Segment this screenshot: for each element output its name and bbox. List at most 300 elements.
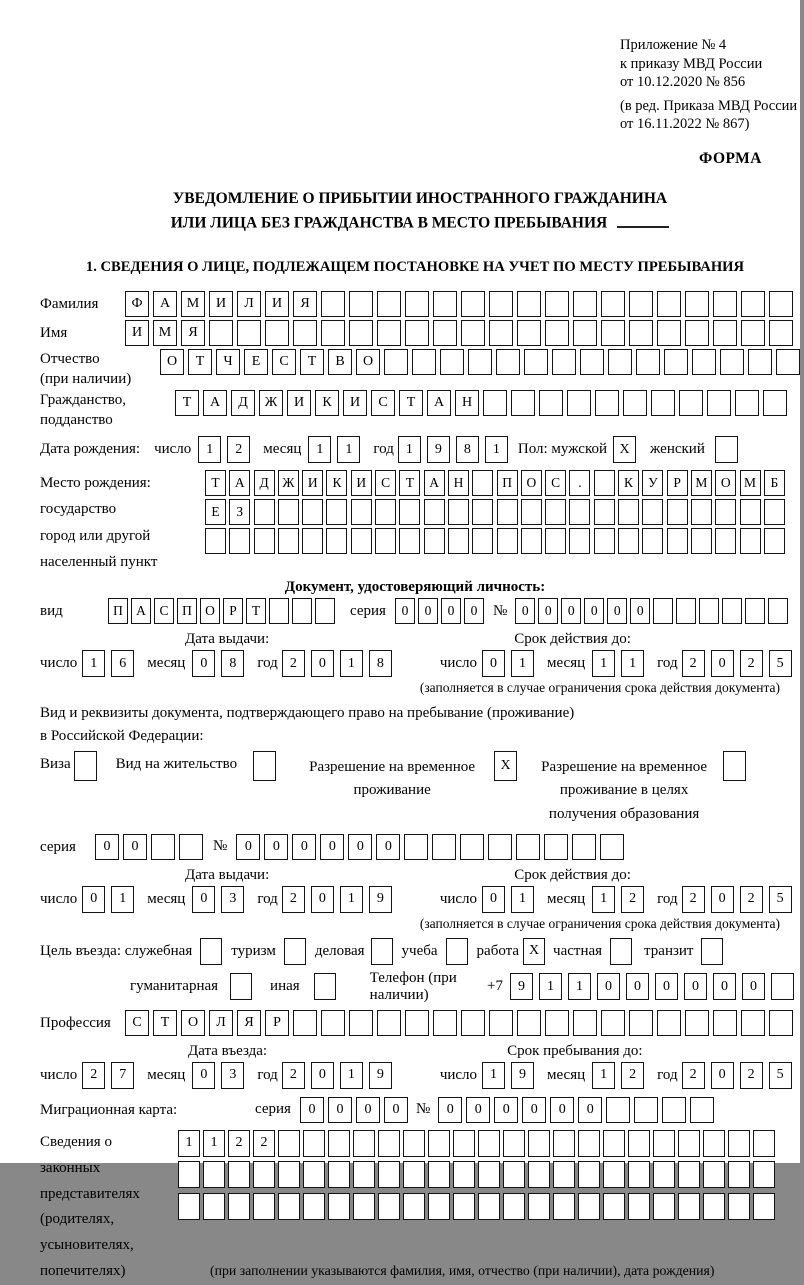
char-cell[interactable]	[692, 349, 716, 375]
char-cell-filled[interactable]: 2	[621, 1062, 644, 1089]
char-cell[interactable]	[728, 1130, 750, 1157]
char-cell[interactable]	[446, 938, 468, 965]
char-cell-filled[interactable]: 2	[227, 436, 250, 463]
sex-male-checkbox[interactable]	[613, 436, 642, 463]
char-cell-filled[interactable]: Б	[764, 470, 785, 496]
char-cell-filled[interactable]: 0	[376, 834, 400, 860]
char-cell[interactable]	[328, 1130, 350, 1157]
char-cell-filled[interactable]: Н	[455, 390, 479, 416]
char-cell[interactable]	[573, 1010, 597, 1036]
char-cell[interactable]	[405, 320, 429, 346]
char-cell-filled[interactable]: Т	[399, 470, 420, 496]
char-cell-filled[interactable]: 0	[522, 1097, 546, 1123]
stay-series-input[interactable]	[95, 834, 207, 860]
char-cell[interactable]	[776, 349, 800, 375]
purpose-study-checkbox[interactable]	[446, 938, 472, 965]
char-cell[interactable]	[488, 834, 512, 860]
char-cell[interactable]	[517, 1010, 541, 1036]
stay-valid-day-input[interactable]	[482, 886, 540, 913]
char-cell-filled[interactable]: 2	[621, 886, 644, 913]
stay-issue-month-input[interactable]	[192, 886, 250, 913]
char-cell-filled[interactable]: 1	[203, 1130, 225, 1157]
char-cell[interactable]	[753, 1193, 775, 1220]
char-cell[interactable]	[748, 349, 772, 375]
char-cell[interactable]	[690, 1097, 714, 1123]
char-cell-filled[interactable]: Н	[448, 470, 469, 496]
char-cell[interactable]	[594, 528, 615, 554]
char-cell-filled[interactable]: Т	[175, 390, 199, 416]
char-cell[interactable]	[528, 1130, 550, 1157]
profession-input[interactable]	[125, 1010, 797, 1036]
char-cell[interactable]	[483, 390, 507, 416]
char-cell-filled[interactable]: 1	[511, 650, 534, 677]
char-cell[interactable]	[428, 1161, 450, 1188]
char-cell[interactable]	[545, 320, 569, 346]
char-cell-filled[interactable]: 0	[578, 1097, 602, 1123]
until-day-input[interactable]	[482, 1062, 540, 1089]
char-cell[interactable]	[503, 1130, 525, 1157]
char-cell[interactable]	[594, 470, 615, 496]
purpose-transit-checkbox[interactable]	[701, 938, 727, 965]
char-cell-filled[interactable]: 0	[464, 598, 484, 624]
char-cell[interactable]	[685, 320, 709, 346]
char-cell[interactable]	[315, 598, 335, 624]
char-cell[interactable]	[203, 1193, 225, 1220]
char-cell[interactable]	[572, 834, 596, 860]
char-cell[interactable]	[321, 320, 345, 346]
char-cell[interactable]	[701, 938, 723, 965]
char-cell[interactable]	[178, 1193, 200, 1220]
char-cell-filled[interactable]: 0	[292, 834, 316, 860]
char-cell[interactable]	[516, 834, 540, 860]
char-cell[interactable]	[371, 938, 393, 965]
char-cell-filled[interactable]: 2	[82, 1062, 105, 1089]
char-cell-filled[interactable]: 0	[348, 834, 372, 860]
char-cell-filled[interactable]: 2	[282, 650, 305, 677]
char-cell[interactable]	[691, 528, 712, 554]
char-cell-filled[interactable]: 1	[592, 1062, 615, 1089]
char-cell-filled[interactable]: 0	[742, 973, 765, 1000]
char-cell-filled[interactable]: 0	[320, 834, 344, 860]
char-cell[interactable]	[769, 291, 793, 317]
char-cell[interactable]	[478, 1130, 500, 1157]
char-cell[interactable]	[703, 1193, 725, 1220]
char-cell-filled[interactable]: 0	[192, 886, 215, 913]
char-cell[interactable]	[428, 1130, 450, 1157]
char-cell-filled[interactable]: 0	[711, 650, 734, 677]
doc-issue-year-input[interactable]	[282, 650, 398, 677]
char-cell[interactable]	[763, 390, 787, 416]
char-cell[interactable]	[653, 1130, 675, 1157]
char-cell[interactable]	[384, 349, 408, 375]
char-cell[interactable]	[664, 349, 688, 375]
char-cell[interactable]	[715, 499, 736, 525]
char-cell[interactable]	[377, 1010, 401, 1036]
char-cell[interactable]	[569, 528, 590, 554]
char-cell[interactable]	[292, 598, 312, 624]
char-cell[interactable]	[623, 390, 647, 416]
char-cell-filled[interactable]: 0	[418, 598, 438, 624]
char-cell-filled[interactable]: 2	[282, 1062, 305, 1089]
char-cell-filled[interactable]: 8	[456, 436, 479, 463]
birth-year-input[interactable]	[398, 436, 514, 463]
char-cell[interactable]	[517, 320, 541, 346]
char-cell[interactable]	[629, 320, 653, 346]
char-cell[interactable]	[237, 320, 261, 346]
char-cell[interactable]	[424, 499, 445, 525]
char-cell-filled[interactable]: Р	[667, 470, 688, 496]
doc-valid-year-input[interactable]	[682, 650, 798, 677]
char-cell-filled[interactable]: 9	[511, 1062, 534, 1089]
char-cell[interactable]	[314, 973, 336, 1000]
char-cell-filled[interactable]: С	[371, 390, 395, 416]
char-cell[interactable]	[453, 1193, 475, 1220]
char-cell-filled[interactable]: В	[328, 349, 352, 375]
char-cell-filled[interactable]: 1	[398, 436, 421, 463]
char-cell-filled[interactable]: 2	[682, 650, 705, 677]
char-cell[interactable]	[349, 1010, 373, 1036]
char-cell[interactable]	[595, 390, 619, 416]
char-cell-filled[interactable]: 2	[682, 1062, 705, 1089]
char-cell-filled[interactable]: Т	[188, 349, 212, 375]
char-cell[interactable]	[511, 390, 535, 416]
char-cell[interactable]	[412, 349, 436, 375]
mig-number-input[interactable]	[438, 1097, 718, 1123]
char-cell[interactable]	[685, 1010, 709, 1036]
char-cell-filled[interactable]: Е	[244, 349, 268, 375]
char-cell[interactable]	[349, 291, 373, 317]
char-cell-filled[interactable]: 1	[340, 886, 363, 913]
char-cell[interactable]	[428, 1193, 450, 1220]
char-cell-filled[interactable]: 2	[740, 886, 763, 913]
char-cell-filled[interactable]: П	[497, 470, 518, 496]
char-cell[interactable]	[461, 291, 485, 317]
char-cell[interactable]	[517, 291, 541, 317]
char-cell-filled[interactable]: Л	[209, 1010, 233, 1036]
char-cell-filled[interactable]: 5	[769, 1062, 792, 1089]
char-cell-filled[interactable]: 0	[264, 834, 288, 860]
char-cell-filled[interactable]: И	[209, 291, 233, 317]
char-cell[interactable]	[580, 349, 604, 375]
patronymic-input[interactable]	[160, 349, 804, 375]
char-cell[interactable]	[378, 1193, 400, 1220]
char-cell[interactable]	[377, 291, 401, 317]
char-cell-filled[interactable]: Т	[153, 1010, 177, 1036]
char-cell[interactable]	[278, 499, 299, 525]
char-cell[interactable]	[265, 320, 289, 346]
char-cell[interactable]	[545, 1010, 569, 1036]
rvp-education-checkbox[interactable]	[723, 751, 750, 781]
char-cell[interactable]	[478, 1161, 500, 1188]
char-cell[interactable]	[399, 528, 420, 554]
char-cell-filled[interactable]: О	[715, 470, 736, 496]
char-cell[interactable]	[489, 291, 513, 317]
purpose-private-checkbox[interactable]	[610, 938, 636, 965]
char-cell[interactable]	[489, 320, 513, 346]
char-cell[interactable]	[440, 349, 464, 375]
char-cell[interactable]	[608, 349, 632, 375]
char-cell-filled[interactable]: 0	[311, 1062, 334, 1089]
char-cell-filled[interactable]: 0	[384, 1097, 408, 1123]
char-cell[interactable]	[685, 291, 709, 317]
char-cell-filled[interactable]: П	[177, 598, 197, 624]
citizenship-input[interactable]	[175, 390, 791, 416]
char-cell[interactable]	[254, 528, 275, 554]
char-cell-filled[interactable]: X	[494, 751, 517, 781]
birth-month-input[interactable]	[308, 436, 366, 463]
char-cell-filled[interactable]: 0	[597, 973, 620, 1000]
char-cell[interactable]	[460, 834, 484, 860]
char-cell[interactable]	[667, 528, 688, 554]
char-cell-filled[interactable]: 0	[711, 886, 734, 913]
char-cell[interactable]	[468, 349, 492, 375]
char-cell[interactable]	[703, 1161, 725, 1188]
char-cell-filled[interactable]: Д	[254, 470, 275, 496]
char-cell[interactable]	[722, 598, 742, 624]
char-cell-filled[interactable]: Ф	[125, 291, 149, 317]
doc-valid-month-input[interactable]	[592, 650, 650, 677]
char-cell[interactable]	[353, 1193, 375, 1220]
char-cell[interactable]	[618, 528, 639, 554]
char-cell-filled[interactable]: 2	[740, 650, 763, 677]
purpose-humanitarian-checkbox[interactable]	[230, 973, 256, 1000]
doc-issue-month-input[interactable]	[192, 650, 250, 677]
char-cell[interactable]	[351, 528, 372, 554]
visa-checkbox[interactable]	[74, 751, 101, 781]
char-cell-filled[interactable]: 2	[282, 886, 305, 913]
char-cell[interactable]	[378, 1161, 400, 1188]
char-cell-filled[interactable]: 8	[369, 650, 392, 677]
birthplace-row1-input[interactable]	[205, 470, 788, 496]
char-cell-filled[interactable]: 0	[236, 834, 260, 860]
char-cell-filled[interactable]: С	[125, 1010, 149, 1036]
char-cell-filled[interactable]: 1	[592, 650, 615, 677]
char-cell-filled[interactable]: С	[545, 470, 566, 496]
char-cell[interactable]	[740, 499, 761, 525]
char-cell[interactable]	[676, 598, 696, 624]
stay-issue-day-input[interactable]	[82, 886, 140, 913]
char-cell[interactable]	[657, 1010, 681, 1036]
char-cell-filled[interactable]: 0	[192, 650, 215, 677]
char-cell-filled[interactable]: Ч	[216, 349, 240, 375]
char-cell[interactable]	[489, 1010, 513, 1036]
char-cell[interactable]	[653, 598, 673, 624]
purpose-business-checkbox[interactable]	[371, 938, 397, 965]
char-cell[interactable]	[200, 938, 222, 965]
char-cell[interactable]	[713, 1010, 737, 1036]
char-cell[interactable]	[503, 1161, 525, 1188]
surname-input[interactable]	[125, 291, 797, 317]
char-cell-filled[interactable]: О	[160, 349, 184, 375]
char-cell-filled[interactable]: Р	[265, 1010, 289, 1036]
char-cell-filled[interactable]: К	[326, 470, 347, 496]
char-cell[interactable]	[351, 499, 372, 525]
char-cell-filled[interactable]: 1	[568, 973, 591, 1000]
char-cell-filled[interactable]: Я	[293, 291, 317, 317]
char-cell[interactable]	[278, 1161, 300, 1188]
char-cell[interactable]	[293, 1010, 317, 1036]
char-cell-filled[interactable]: И	[302, 470, 323, 496]
char-cell[interactable]	[573, 291, 597, 317]
char-cell[interactable]	[678, 1130, 700, 1157]
char-cell[interactable]	[603, 1193, 625, 1220]
char-cell[interactable]	[404, 834, 428, 860]
char-cell[interactable]	[764, 499, 785, 525]
birthplace-row3-input[interactable]	[205, 528, 788, 554]
char-cell[interactable]	[303, 1193, 325, 1220]
char-cell[interactable]	[741, 291, 765, 317]
char-cell-filled[interactable]: А	[229, 470, 250, 496]
purpose-other-checkbox[interactable]	[314, 973, 340, 1000]
char-cell[interactable]	[552, 349, 576, 375]
char-cell[interactable]	[713, 291, 737, 317]
purpose-work-checkbox[interactable]	[523, 938, 549, 965]
mig-series-input[interactable]	[300, 1097, 412, 1123]
birthplace-row2-input[interactable]	[205, 499, 788, 525]
char-cell[interactable]	[735, 390, 759, 416]
char-cell-filled[interactable]: 1	[198, 436, 221, 463]
char-cell-filled[interactable]: 0	[438, 1097, 462, 1123]
char-cell[interactable]	[629, 1010, 653, 1036]
stay-valid-month-input[interactable]	[592, 886, 650, 913]
char-cell-filled[interactable]: К	[315, 390, 339, 416]
char-cell[interactable]	[453, 1161, 475, 1188]
char-cell[interactable]	[553, 1193, 575, 1220]
char-cell[interactable]	[769, 1010, 793, 1036]
char-cell-filled[interactable]: 1	[482, 1062, 505, 1089]
char-cell[interactable]	[375, 528, 396, 554]
char-cell[interactable]	[629, 291, 653, 317]
char-cell[interactable]	[601, 1010, 625, 1036]
char-cell[interactable]	[573, 320, 597, 346]
char-cell[interactable]	[377, 320, 401, 346]
char-cell-filled[interactable]: 2	[740, 1062, 763, 1089]
char-cell[interactable]	[228, 1161, 250, 1188]
char-cell[interactable]	[321, 1010, 345, 1036]
char-cell-filled[interactable]: 0	[82, 886, 105, 913]
char-cell[interactable]	[601, 320, 625, 346]
char-cell-filled[interactable]: А	[203, 390, 227, 416]
char-cell[interactable]	[634, 1097, 658, 1123]
char-cell[interactable]	[472, 528, 493, 554]
char-cell-filled[interactable]: О	[200, 598, 220, 624]
char-cell[interactable]	[432, 834, 456, 860]
char-cell-filled[interactable]: 0	[395, 598, 415, 624]
char-cell-filled[interactable]: 7	[111, 1062, 134, 1089]
char-cell[interactable]	[521, 528, 542, 554]
char-cell[interactable]	[600, 834, 624, 860]
char-cell[interactable]	[642, 499, 663, 525]
char-cell-filled[interactable]: 1	[511, 886, 534, 913]
purpose-official-checkbox[interactable]	[200, 938, 226, 965]
char-cell-filled[interactable]: О	[181, 1010, 205, 1036]
char-cell[interactable]	[179, 834, 203, 860]
char-cell-filled[interactable]: А	[424, 470, 445, 496]
char-cell[interactable]	[553, 1130, 575, 1157]
char-cell[interactable]	[606, 1097, 630, 1123]
char-cell-filled[interactable]: Т	[205, 470, 226, 496]
char-cell-filled[interactable]: М	[181, 291, 205, 317]
char-cell[interactable]	[745, 598, 765, 624]
doc-kind-input[interactable]	[108, 598, 338, 624]
entry-year-input[interactable]	[282, 1062, 398, 1089]
char-cell-filled[interactable]: И	[343, 390, 367, 416]
char-cell-filled[interactable]: М	[691, 470, 712, 496]
doc-valid-day-input[interactable]	[482, 650, 540, 677]
char-cell[interactable]	[667, 499, 688, 525]
char-cell[interactable]	[653, 1161, 675, 1188]
char-cell-filled[interactable]: 1	[337, 436, 360, 463]
char-cell-filled[interactable]: X	[613, 436, 636, 463]
char-cell-filled[interactable]: Е	[205, 499, 226, 525]
char-cell[interactable]	[433, 1010, 457, 1036]
char-cell[interactable]	[228, 1193, 250, 1220]
char-cell[interactable]	[178, 1161, 200, 1188]
char-cell[interactable]	[284, 938, 306, 965]
char-cell-filled[interactable]: 0	[550, 1097, 574, 1123]
char-cell[interactable]	[578, 1193, 600, 1220]
stay-issue-year-input[interactable]	[282, 886, 398, 913]
char-cell-filled[interactable]: 0	[192, 1062, 215, 1089]
char-cell-filled[interactable]: 1	[111, 886, 134, 913]
char-cell[interactable]	[545, 291, 569, 317]
char-cell[interactable]	[448, 528, 469, 554]
char-cell[interactable]	[651, 390, 675, 416]
char-cell[interactable]	[628, 1130, 650, 1157]
char-cell-filled[interactable]: 0	[300, 1097, 324, 1123]
char-cell-filled[interactable]: 0	[538, 598, 558, 624]
representatives-row3-input[interactable]	[178, 1193, 778, 1220]
char-cell[interactable]	[503, 1193, 525, 1220]
char-cell[interactable]	[610, 938, 632, 965]
char-cell-filled[interactable]: О	[356, 349, 380, 375]
char-cell-filled[interactable]: П	[108, 598, 128, 624]
char-cell[interactable]	[662, 1097, 686, 1123]
char-cell-filled[interactable]: М	[740, 470, 761, 496]
doc-series-input[interactable]	[395, 598, 487, 624]
char-cell[interactable]	[768, 598, 788, 624]
char-cell[interactable]	[740, 528, 761, 554]
char-cell[interactable]	[278, 1130, 300, 1157]
char-cell[interactable]	[728, 1161, 750, 1188]
char-cell-filled[interactable]: Ж	[278, 470, 299, 496]
char-cell[interactable]	[326, 499, 347, 525]
char-cell-filled[interactable]: 8	[221, 650, 244, 677]
char-cell[interactable]	[771, 973, 794, 1000]
char-cell[interactable]	[578, 1130, 600, 1157]
char-cell[interactable]	[539, 390, 563, 416]
char-cell[interactable]	[628, 1161, 650, 1188]
char-cell-filled[interactable]: С	[154, 598, 174, 624]
char-cell-filled[interactable]: 0	[711, 1062, 734, 1089]
char-cell-filled[interactable]: И	[287, 390, 311, 416]
stay-number-input[interactable]	[236, 834, 628, 860]
char-cell[interactable]	[524, 349, 548, 375]
char-cell[interactable]	[603, 1130, 625, 1157]
char-cell-filled[interactable]: 2	[682, 886, 705, 913]
char-cell-filled[interactable]: Р	[223, 598, 243, 624]
char-cell[interactable]	[544, 834, 568, 860]
char-cell[interactable]	[278, 1193, 300, 1220]
char-cell-filled[interactable]: 1	[178, 1130, 200, 1157]
char-cell-filled[interactable]: 0	[584, 598, 604, 624]
char-cell[interactable]	[713, 320, 737, 346]
char-cell[interactable]	[715, 436, 738, 463]
char-cell-filled[interactable]: 9	[427, 436, 450, 463]
char-cell[interactable]	[707, 390, 731, 416]
char-cell-filled[interactable]: 1	[592, 886, 615, 913]
char-cell-filled[interactable]: З	[229, 499, 250, 525]
